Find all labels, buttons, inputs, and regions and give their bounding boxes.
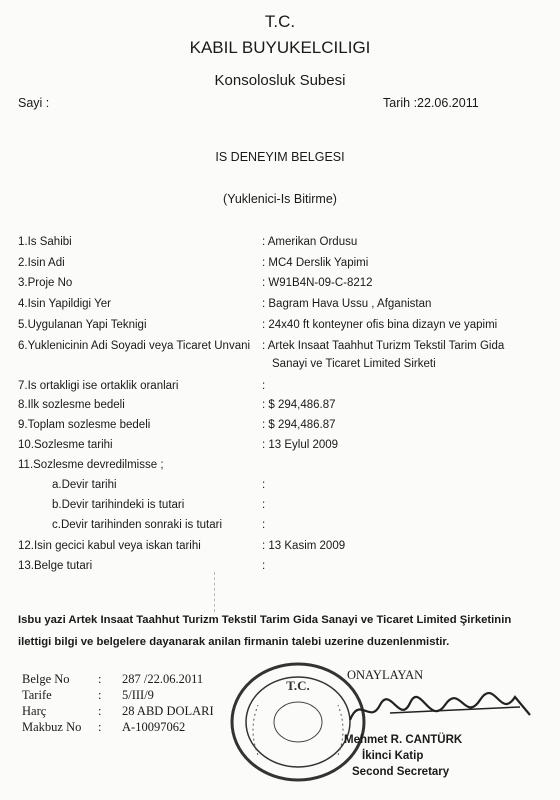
scan-mark: [214, 572, 216, 612]
row-label: 10.Sozlesme tarihi: [18, 439, 113, 451]
belge-no-label: Belge No: [22, 672, 70, 686]
row-label: 5.Uygulanan Yapi Teknigi: [18, 319, 147, 331]
row-value: : Artek Insaat Taahhut Turizm Tekstil Tarim Gida: [262, 340, 505, 352]
row-label: 4.Isin Yapildigi Yer: [18, 298, 111, 310]
row-value: : Amerikan Ordusu: [262, 236, 358, 248]
row-value: :: [262, 519, 266, 531]
stamp-center-text: T.C.: [286, 678, 310, 693]
row-label: c.Devir tarihinden sonraki is tutari: [52, 519, 223, 531]
row-label: a.Devir tarihi: [52, 479, 117, 491]
colon: :: [98, 672, 102, 686]
colon: :: [98, 688, 102, 702]
row-label: 2.Isin Adi: [18, 257, 65, 269]
row-value: : 13 Kasim 2009: [262, 540, 346, 552]
row-label: 12.Isin gecici kabul veya iskan tarihi: [18, 540, 201, 552]
row-value-continued: Sanayi ve Ticaret Limited Sirketi: [272, 358, 436, 370]
makbuz-no-label: Makbuz No: [22, 720, 82, 734]
header-embassy: KABIL BUYUKELCILIGI: [189, 38, 371, 57]
row-value: :: [262, 560, 266, 572]
document-title: IS DENEYIM BELGESI: [215, 150, 345, 164]
tarife-label: Tarife: [22, 688, 52, 702]
row-value: : $ 294,486.87: [262, 399, 336, 411]
row-value: :: [262, 479, 266, 491]
row-label: 9.Toplam sozlesme bedeli: [18, 419, 151, 431]
signature: [330, 685, 550, 735]
row-value: : 24x40 ft konteyner ofis bina dizayn ve yapimi: [262, 319, 498, 331]
belge-no-value: 287 /22.06.2011: [122, 672, 204, 686]
harc-label: Harç: [22, 704, 47, 718]
row-label: 7.Is ortakligi ise ortaklik oranlari: [18, 380, 179, 392]
signer-title-tr: İkinci Katip: [362, 750, 424, 762]
document-subtitle: (Yuklenici-Is Bitirme): [223, 192, 337, 206]
colon: :: [98, 720, 102, 734]
row-label: 6.Yuklenicinin Adi Soyadi veya Ticaret Unvani: [18, 340, 251, 352]
date: Tarih :22.06.2011: [383, 96, 479, 110]
sayi-label: Sayi :: [18, 96, 50, 110]
header-tc: T.C.: [264, 12, 296, 31]
statement-line-1: Isbu yazi Artek Insaat Taahhut Turizm Tekstil Tarim Gida Sanayi ve Ticaret Limited Şirketinin: [18, 614, 512, 626]
row-label: 8.Ilk sozlesme bedeli: [18, 399, 125, 411]
harc-value: 28 ABD DOLARI: [122, 704, 214, 718]
row-label: b.Devir tarihindeki is tutari: [52, 499, 185, 511]
approver-label: ONAYLAYAN: [347, 668, 424, 682]
makbuz-no-value: A-10097062: [122, 720, 186, 734]
header-consular: Konsolosluk Subesi: [214, 72, 346, 89]
row-value: : $ 294,486.87: [262, 419, 336, 431]
colon: :: [98, 704, 102, 718]
row-value: : Bagram Hava Ussu , Afganistan: [262, 298, 432, 310]
signer-title-en: Second Secretary: [352, 766, 450, 778]
row-label: 1.Is Sahibi: [18, 236, 72, 248]
row-label: 3.Proje No: [18, 277, 73, 289]
row-value: :: [262, 499, 266, 511]
row-value: : 13 Eylul 2009: [262, 439, 339, 451]
signer-name: Mehmet R. CANTÜRK: [344, 734, 463, 746]
row-value: :: [262, 380, 266, 392]
row-value: : W91B4N-09-C-8212: [262, 277, 373, 289]
row-value: : MC4 Derslik Yapimi: [262, 257, 369, 269]
statement-line-2: ilettigi bilgi ve belgelere dayanarak anilan firmanin talebi uzerine duzenlenmistir.: [18, 636, 450, 648]
tarife-value: 5/III/9: [122, 688, 154, 702]
row-label: 11.Sozlesme devredilmisse ;: [18, 459, 164, 471]
row-label: 13.Belge tutari: [18, 560, 93, 572]
